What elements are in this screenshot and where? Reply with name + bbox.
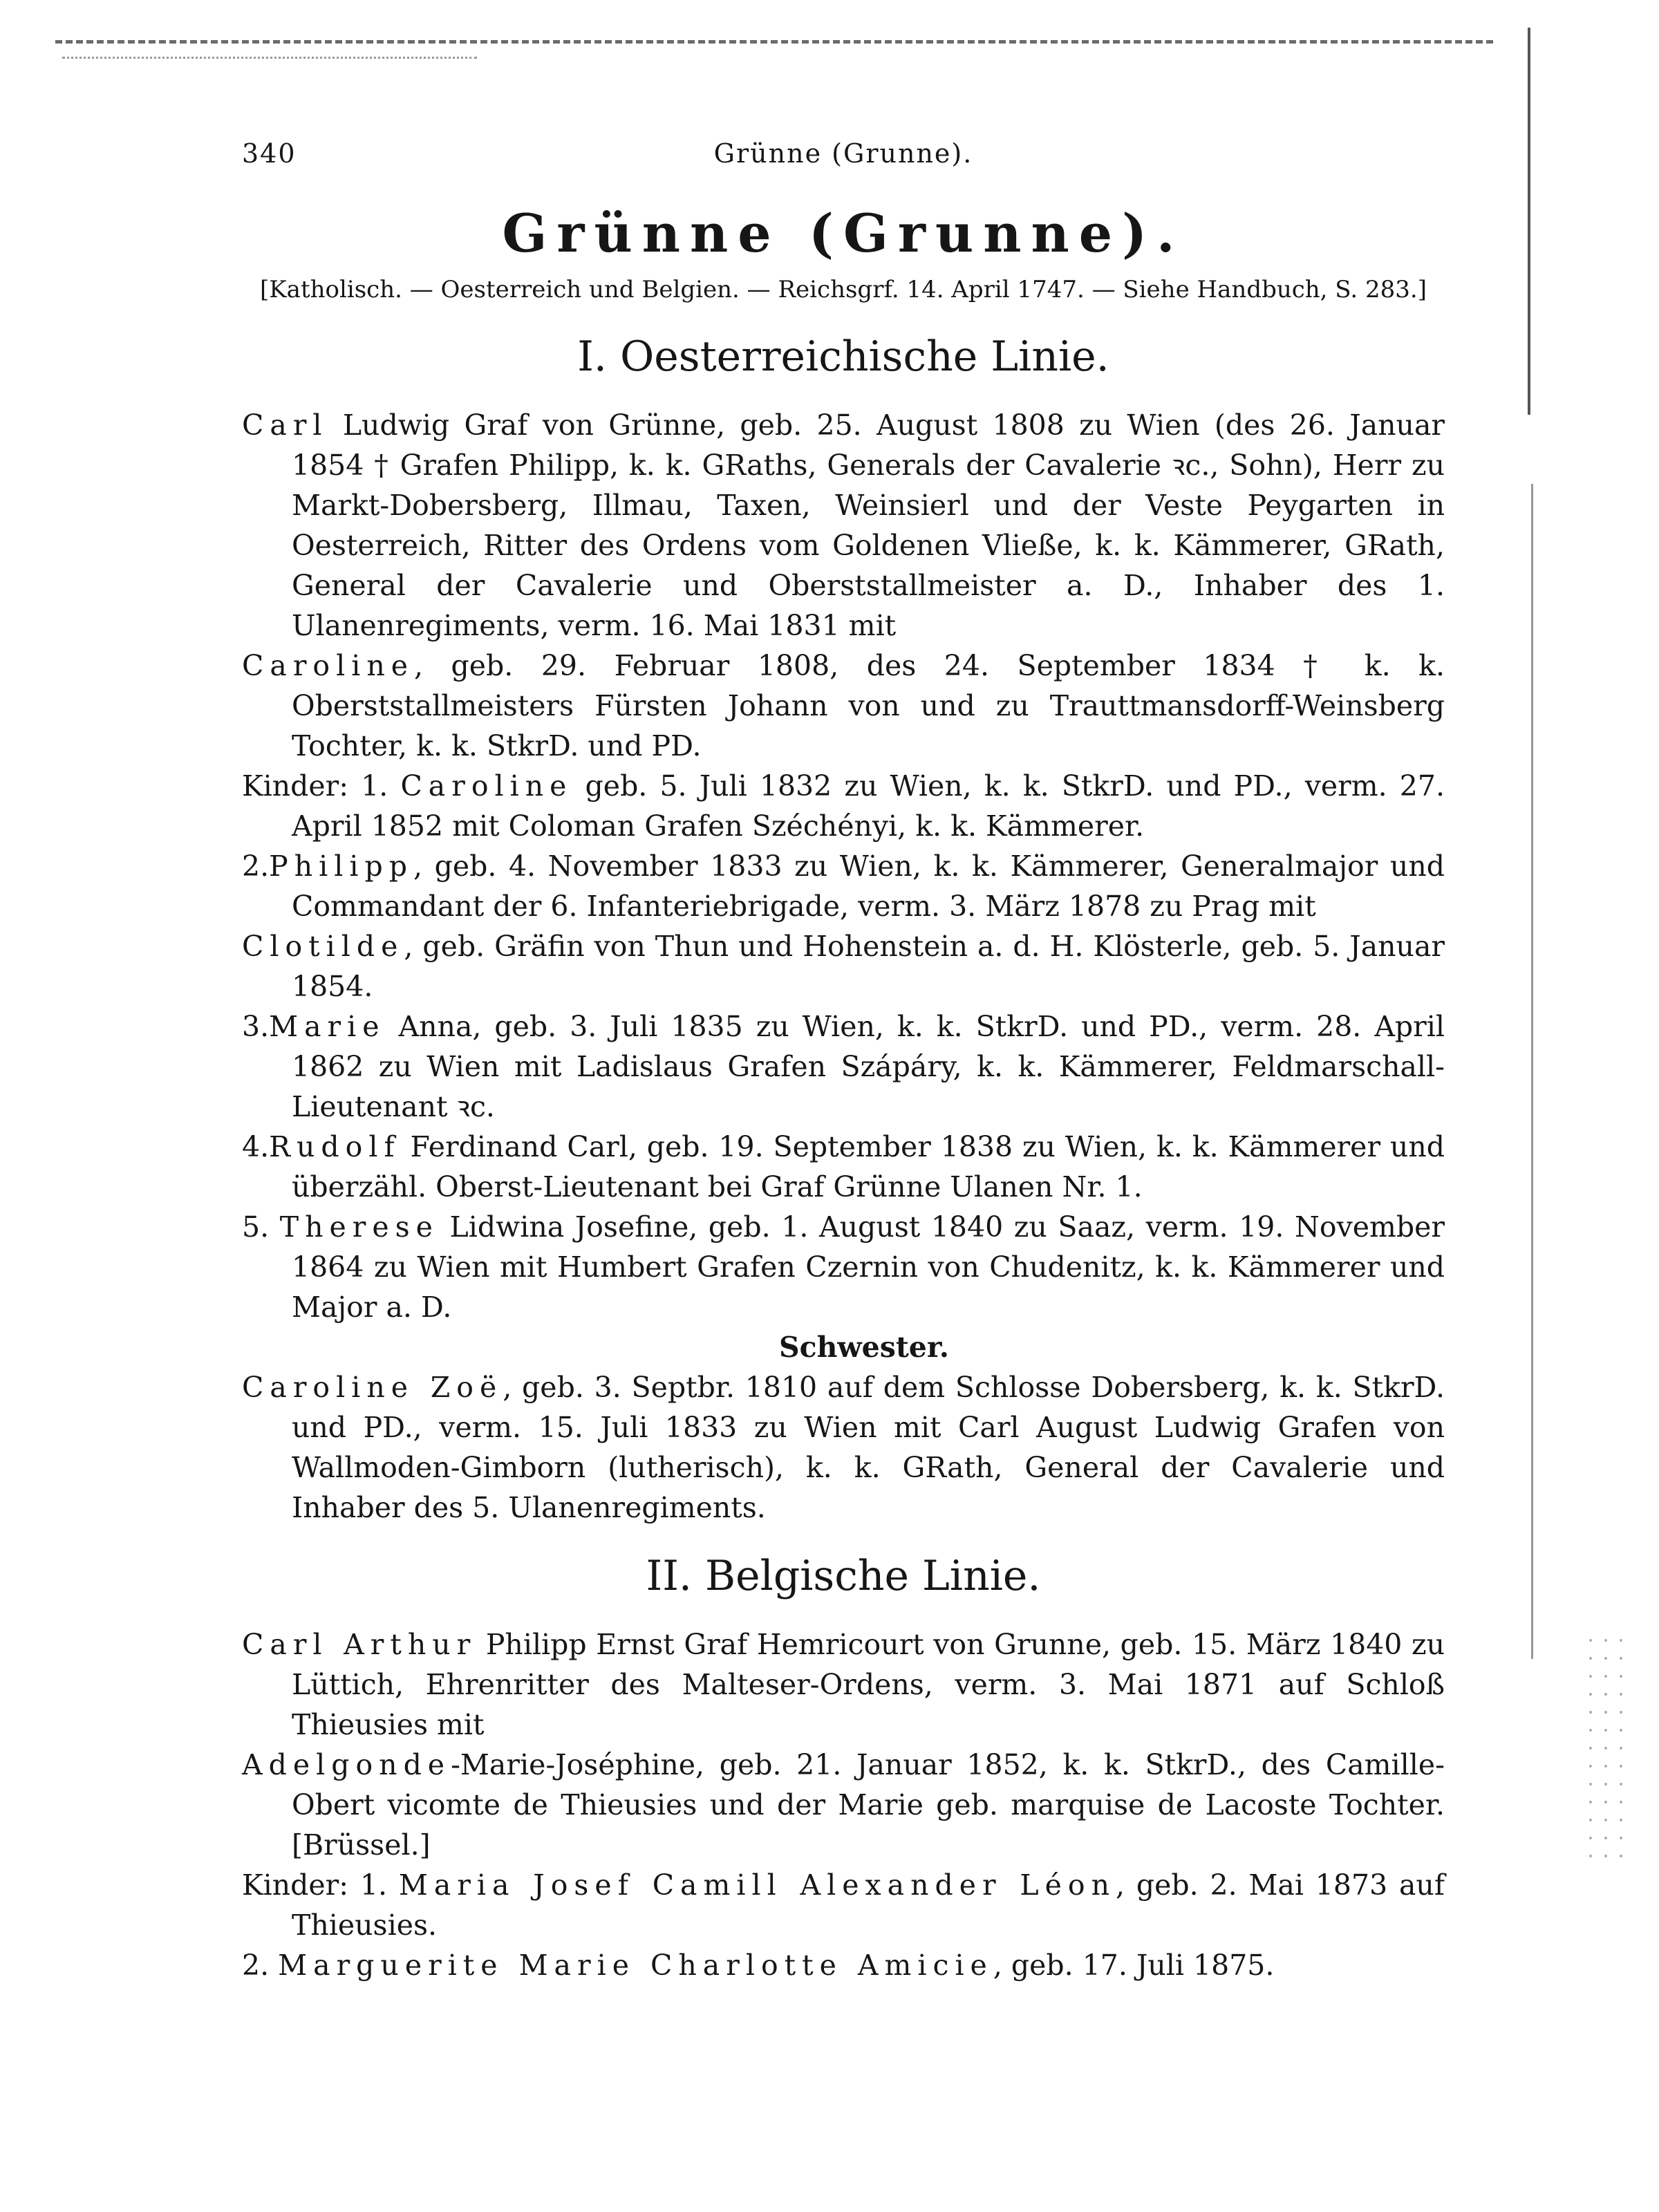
child-entry — [242, 846, 1445, 926]
children-label: Kinder: — [242, 769, 349, 803]
person-name: Rudolf — [269, 1130, 401, 1163]
person-name: Marguerite Marie Charlotte Amicie — [278, 1949, 993, 1982]
section-heading-austrian-line: I. Oesterreichische Linie. — [577, 332, 1109, 381]
person-name: Carl — [242, 409, 328, 442]
child-entry — [242, 1207, 1445, 1327]
person-name: Adelgonde — [242, 1748, 451, 1781]
child-number: 1. — [348, 1868, 399, 1902]
person-name: Marie — [269, 1010, 386, 1043]
child-spouse-entry — [242, 926, 1445, 1006]
scan-edge-artifact — [62, 57, 477, 59]
spouse-entry — [242, 1745, 1445, 1865]
entry-text: Philipp Ernst Graf Hemricourt von Grunne, geb. 15. März 1840 zu Lüttich, Ehrenritter des Malteser-Ordens, verm. 3. Mai 1871 auf Schloß Thieusies mit — [292, 1628, 1445, 1741]
person-name: Maria Josef Camill Alexander Léon — [398, 1868, 1116, 1902]
scan-edge-artifact — [1528, 28, 1530, 415]
child-number: 3. — [242, 1010, 270, 1043]
family-metadata: [Katholisch. — Oesterreich und Belgien. — Reichsgrf. 14. April 1747. — Siehe Handbuch, S. 283.] — [260, 276, 1427, 303]
child-number: 4. — [242, 1130, 270, 1163]
section-heading-belgian-line: II. Belgische Linie. — [646, 1552, 1041, 1600]
child-number: 2. — [242, 1949, 279, 1982]
book-page — [242, 131, 1445, 1985]
running-head — [242, 131, 1445, 180]
entry-text: -Marie-Joséphine, geb. 21. Januar 1852, k. k. StkrD., des Camille-Obert vicomte de Thieusies und der Marie geb. marquise de Lacoste Tochter. [Brüssel.] — [292, 1748, 1445, 1862]
scan-noise — [1583, 1631, 1631, 1866]
entry-text: Anna, geb. 3. Juli 1835 zu Wien, k. k. StkrD. und PD., verm. 28. April 1862 zu Wien mit Ladislaus Grafen Szápáry, k. k. Kämmerer, Feldmarschall-Lieutenant ꝛc. — [292, 1010, 1445, 1123]
head-of-house-entry — [242, 1624, 1445, 1745]
person-name: Caroline — [242, 649, 414, 682]
head-of-house-entry — [242, 405, 1445, 646]
entry-text: Lidwina Josefine, geb. 1. August 1840 zu Saaz, verm. 19. November 1864 zu Wien mit Humbert Grafen Czernin von Chudenitz, k. k. Kämmerer und Major a. D. — [292, 1210, 1445, 1324]
entry-text: geb. 5. Juli 1832 zu Wien, k. k. StkrD. und PD., verm. 27. April 1852 mit Coloman Grafen Széchényi, k. k. Kämmerer. — [292, 769, 1445, 843]
child-number: 5. — [242, 1210, 280, 1244]
person-name: Therese — [279, 1210, 439, 1244]
person-name: Caroline — [400, 769, 573, 803]
person-name: Philipp — [269, 850, 413, 883]
person-name: Clotilde — [242, 930, 404, 963]
spouse-entry — [242, 646, 1445, 766]
entry-text: , geb. Gräfin von Thun und Hohenstein a. d. H. Klösterle, geb. 5. Januar 1854. — [292, 930, 1445, 1003]
entry-text: , geb. 17. Juli 1875. — [993, 1949, 1275, 1982]
child-entry — [242, 1127, 1445, 1207]
running-title: Grünne (Grunne). — [713, 138, 973, 169]
entry-text: , geb. 3. Septbr. 1810 auf dem Schlosse Dobersberg, k. k. StkrD. und PD., verm. 15. Juli 1833 zu Wien mit Carl August Ludwig Grafen von Wallmoden-Gimborn (lutherisch), k. k. GRath, General der Cavalerie und Inhaber des 5. Ulanenregiments. — [292, 1371, 1445, 1524]
sister-entry — [242, 1367, 1445, 1528]
entry-text: , geb. 29. Februar 1808, des 24. September 1834 † k. k. Oberststallmeisters Fürsten Johann von und zu Trauttmansdorff-Weinsberg Tochter, k. k. StkrD. und PD. — [292, 649, 1445, 762]
children-entry — [242, 1865, 1445, 1945]
sister-heading: Schwester. — [779, 1331, 949, 1364]
scan-edge-artifact — [55, 40, 1493, 44]
page-number: 340 — [242, 138, 297, 169]
child-entry — [242, 1945, 1445, 1985]
person-name: Caroline Zoë — [242, 1371, 503, 1404]
scan-edge-artifact — [1531, 484, 1533, 1659]
child-number: 1. — [348, 769, 401, 803]
entry-text: , geb. 2. Mai 1873 auf Thieusies. — [292, 1868, 1445, 1942]
entry-text: Ludwig Graf von Grünne, geb. 25. August 1808 zu Wien (des 26. Januar 1854 † Grafen Philipp, k. k. GRaths, Generals der Cavalerie ꝛc., Sohn), Herr zu Markt-Dobersberg, Illmau, Taxen, Weinsierl und der Veste Peygarten in Oesterreich, Ritter des Ordens vom Goldenen Vließe, k. k. Kämmerer, GRath, General der Cavalerie und Oberststallmeister a. D., Inhaber des 1. Ulanenregiments, verm. 16. Mai 1831 mit — [292, 409, 1445, 642]
child-number: 2. — [242, 850, 270, 883]
children-entry — [242, 766, 1445, 846]
children-label: Kinder: — [242, 1868, 349, 1902]
entry-text: , geb. 4. November 1833 zu Wien, k. k. Kämmerer, Generalmajor und Commandant der 6. Infanteriebrigade, verm. 3. März 1878 zu Prag mit — [292, 850, 1445, 923]
person-name: Carl Arthur — [242, 1628, 477, 1661]
page-title: Grünne (Grunne). — [502, 203, 1185, 264]
child-entry — [242, 1006, 1445, 1127]
entry-text: Ferdinand Carl, geb. 19. September 1838 zu Wien, k. k. Kämmerer und überzähl. Oberst-Lieutenant bei Graf Grünne Ulanen Nr. 1. — [292, 1130, 1445, 1203]
